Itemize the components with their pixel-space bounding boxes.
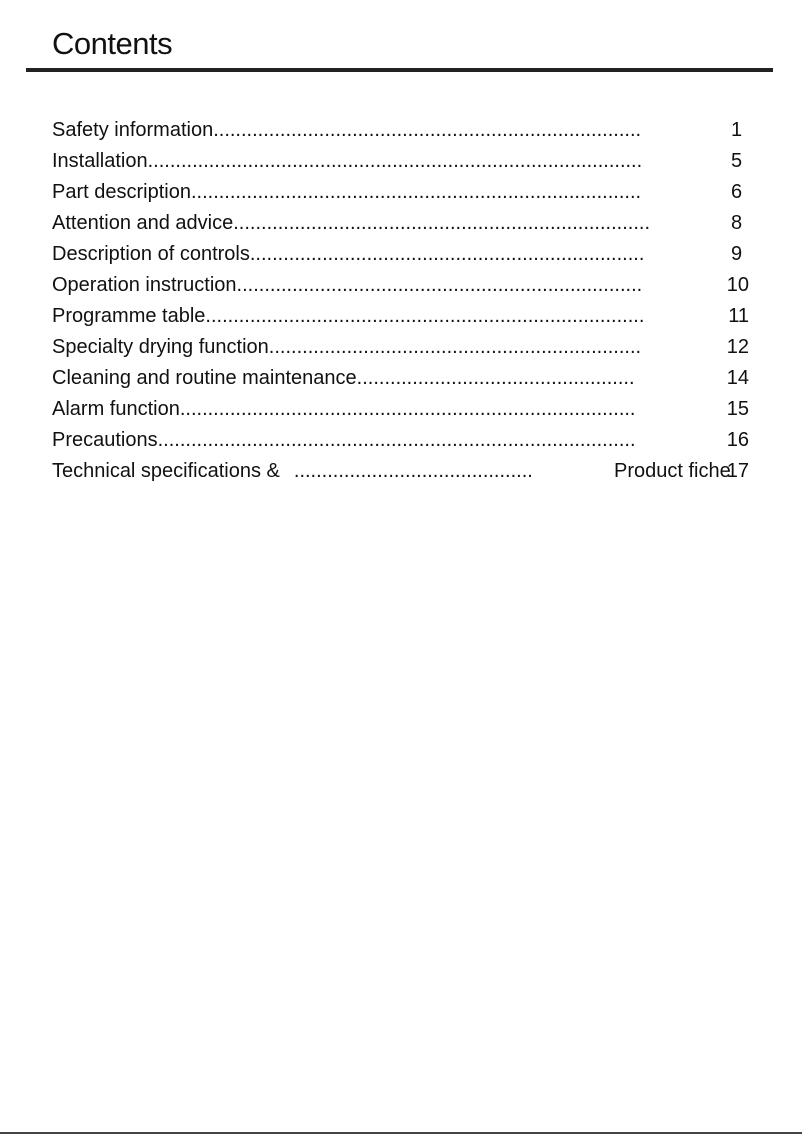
toc-dot-leader: ....................................................................... (249, 243, 645, 265)
toc-dot-leader: ......................................................................... (236, 274, 643, 296)
toc-entry-cleaning-and-routine-maintenance[interactable] (52, 363, 752, 394)
toc-entry-technical-specifications[interactable] (52, 456, 752, 487)
toc-page-number: 8 (731, 212, 743, 234)
toc-page-number: 15 (726, 398, 749, 420)
toc-entry-title: Attention and advice (52, 212, 234, 234)
toc-dot-leader: ........................................................................... (233, 212, 650, 234)
toc-entry-title: Alarm function (52, 398, 180, 420)
toc-dot-leader: ............................................................................... (205, 305, 645, 327)
toc-entry-description-of-controls[interactable] (52, 239, 752, 270)
toc-entry-attention-and-advice[interactable] (52, 208, 752, 239)
toc-page-number: 1 (731, 119, 743, 141)
toc-dot-leader: ................................................................... (268, 336, 642, 358)
toc-entry-title: Specialty drying function (52, 336, 269, 358)
toc-entry-title: Operation instruction (52, 274, 237, 296)
toc-entry-part-description[interactable] (52, 177, 752, 208)
toc-entry-title-continuation: Product fiche (614, 460, 731, 482)
toc-dot-leader: .................................................................................. (179, 398, 636, 420)
toc-entry-title: Technical specifications & (52, 460, 280, 482)
toc-entry-title: Cleaning and routine maintenance (52, 367, 357, 389)
page-title: Contents (52, 26, 173, 61)
toc-entry-programme-table[interactable] (52, 301, 752, 332)
toc-entry-title: Description of controls (52, 243, 250, 265)
table-of-contents (52, 115, 752, 487)
toc-entry-installation[interactable] (52, 146, 752, 177)
toc-entry-title: Part description (52, 181, 191, 203)
toc-entry-title: Safety information (52, 119, 214, 141)
toc-page-number: 16 (726, 429, 749, 451)
toc-page-number: 12 (726, 336, 749, 358)
toc-entry-title: Installation (52, 150, 148, 172)
title-divider (26, 68, 773, 72)
toc-dot-leader: ........................................... (293, 460, 533, 482)
toc-entry-title: Precautions (52, 429, 158, 451)
toc-entry-alarm-function[interactable] (52, 394, 752, 425)
toc-entry-safety-information[interactable] (52, 115, 752, 146)
toc-dot-leader: ...................................................................................... (157, 429, 636, 451)
toc-dot-leader: ............................................................................. (213, 119, 642, 141)
toc-page-number: 5 (731, 150, 743, 172)
toc-entry-precautions[interactable] (52, 425, 752, 456)
toc-page-number: 17 (726, 460, 749, 482)
toc-dot-leader: .................................................. (356, 367, 635, 389)
toc-entry-operation-instruction[interactable] (52, 270, 752, 301)
toc-page-number: 14 (726, 367, 749, 389)
toc-dot-leader: ......................................................................................... (147, 150, 643, 172)
toc-page-number: 6 (731, 181, 743, 203)
toc-page-number: 10 (726, 274, 749, 296)
toc-page-number: 11 (728, 305, 749, 327)
bottom-border (0, 1132, 802, 1134)
toc-page-number: 9 (731, 243, 743, 265)
toc-dot-leader: ................................................................................. (190, 181, 642, 203)
toc-entry-title: Programme table (52, 305, 206, 327)
toc-entry-specialty-drying-function[interactable] (52, 332, 752, 363)
